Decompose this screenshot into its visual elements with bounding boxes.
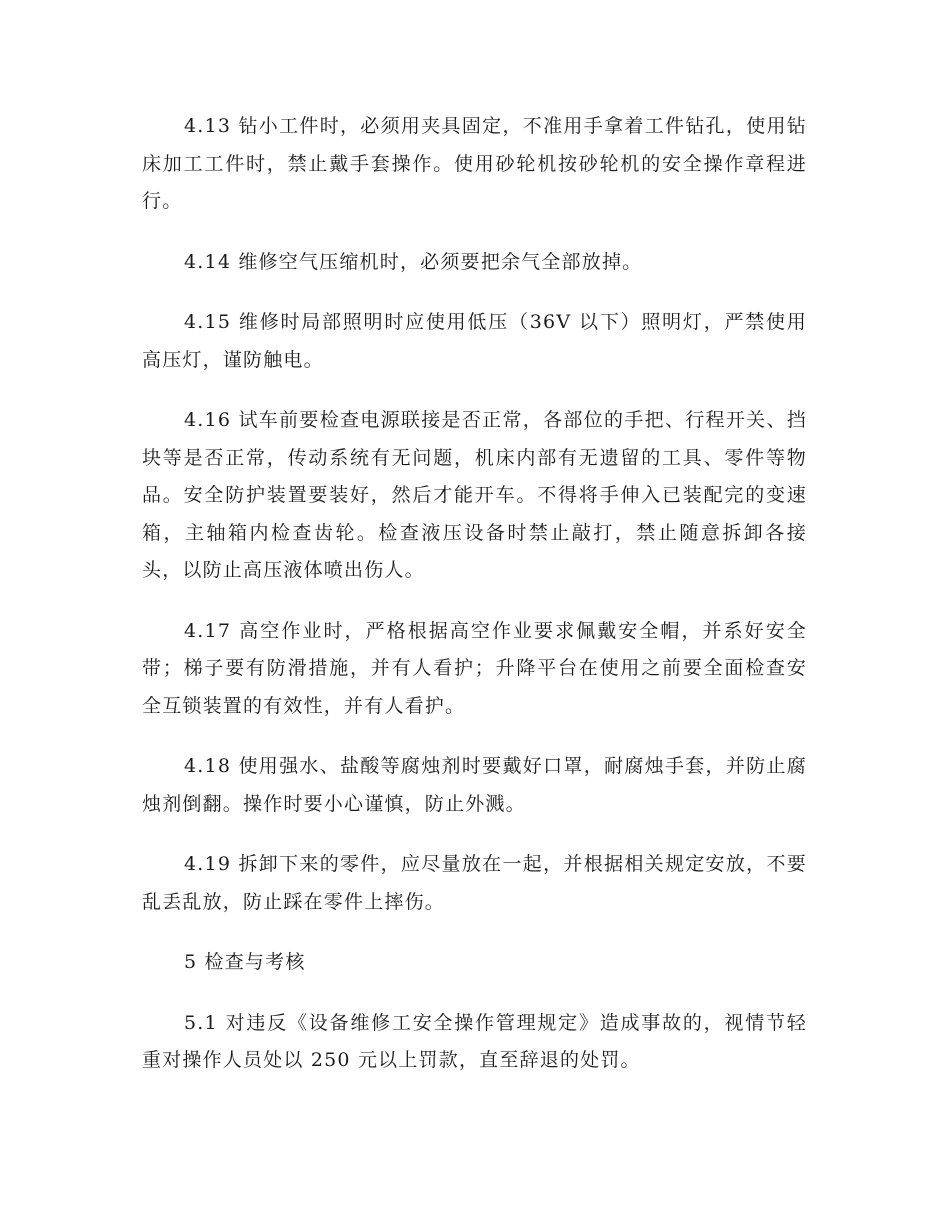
document-body — [142, 108, 807, 1103]
paragraph-4-13: 4.13 钻小工件时，必须用夹具固定，不准用手拿着工件钻孔，使用钻床加工工件时，禁止戴手套操作。使用砂轮机按砂轮机的安全操作章程进行。 — [142, 115, 807, 212]
paragraph-4-15: 4.15 维修时局部照明时应使用低压（36V 以下）照明灯，严禁使用高压灯，谨防触电。 — [142, 311, 807, 371]
paragraph-4-14: 4.14 维修空气压缩机时，必须要把余气全部放掉。 — [184, 250, 643, 273]
paragraph-5-1: 5.1 对违反《设备维修工安全操作管理规定》造成事故的，视情节轻重对操作人员处以 250 元以上罚款，直至辞退的处罚。 — [142, 1011, 807, 1071]
section-heading: 5 检查与考核 — [184, 951, 306, 973]
paragraph-4-19: 4.19 拆卸下来的零件，应尽量放在一起，并根据相关规定安放，不要乱丢乱放，防止踩在零件上摔伤。 — [142, 853, 807, 913]
paragraph-4-16: 4.16 试车前要检查电源联接是否正常，各部位的手把、行程开关、挡块等是否正常，传动系统有无问题，机床内部有无遗留的工具、零件等物品。安全防护装置要装好，然后才能开车。不得将手伸入已装配完的变速箱，主轴箱内检查齿轮。检查液压设备时禁止敲打，禁止随意拆卸各接头，以防止高压液体喷出伤人。 — [142, 409, 807, 581]
paragraph-4-17: 4.17 高空作业时，严格根据高空作业要求佩戴安全帽，并系好安全带；梯子要有防滑措施，并有人看护；升降平台在使用之前要全面检查安全互锁装置的有效性，并有人看护。 — [142, 619, 807, 717]
paragraph-4-18: 4.18 使用强水、盐酸等腐烛剂时要戴好口罩，耐腐烛手套，并防止腐烛剂倒翻。操作时要小心谨慎，防止外溅。 — [142, 755, 807, 815]
